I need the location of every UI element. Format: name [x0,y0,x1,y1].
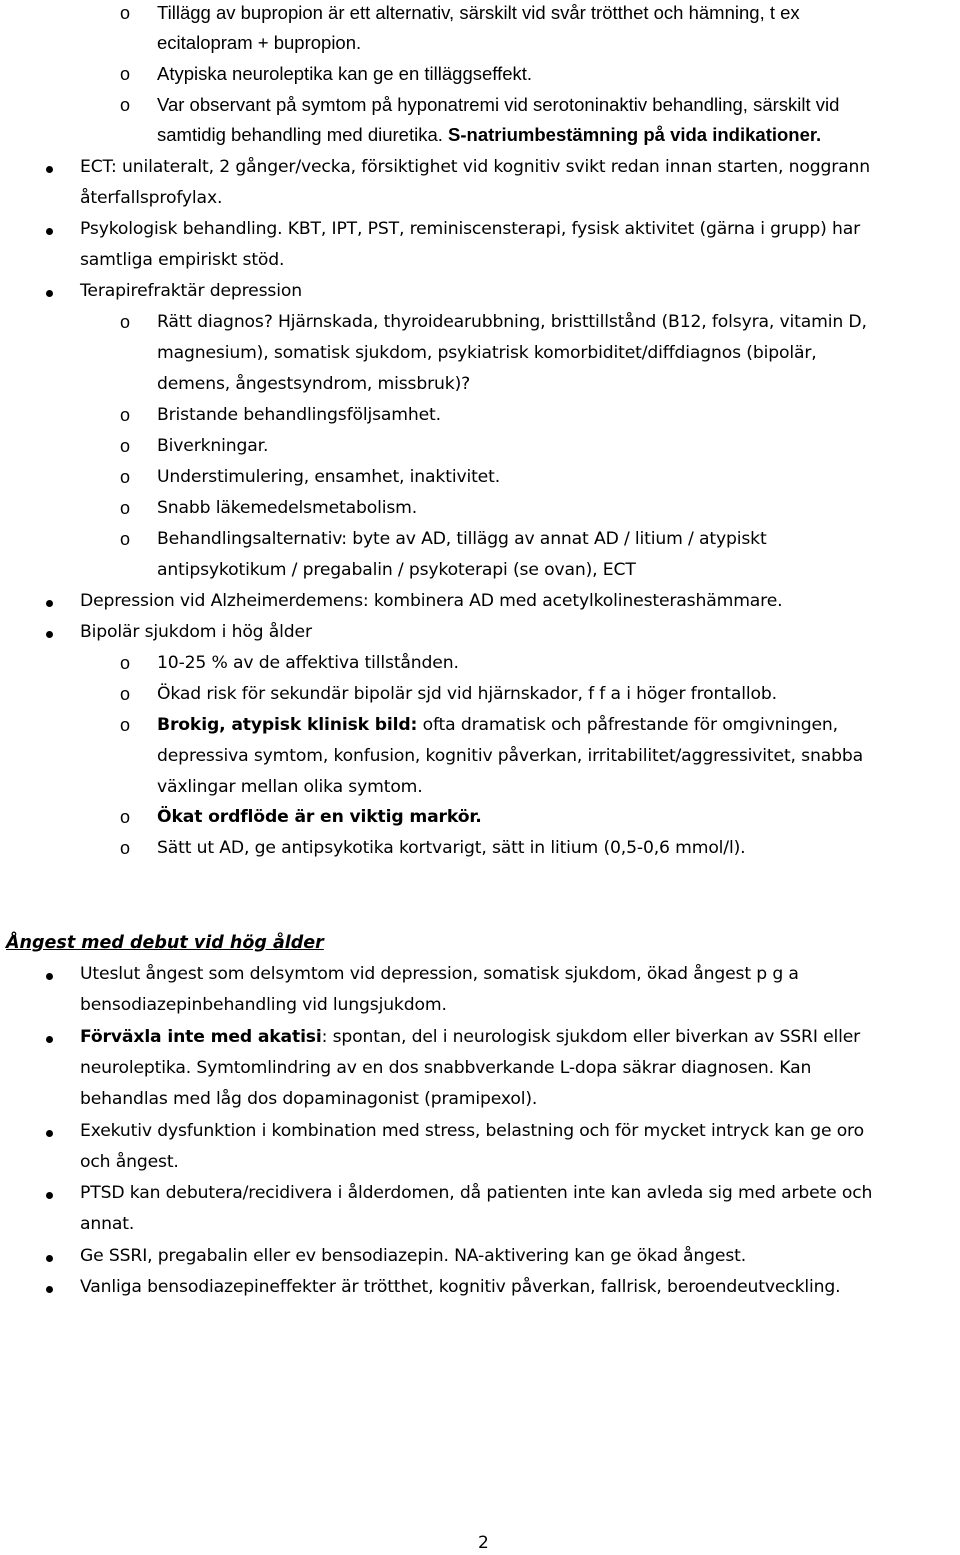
bold-text-run: Brokig, atypisk klinisk bild: [157,715,418,735]
text-line: PTSD kan debutera/recidivera i ålderdomen, då patienten inte kan avleda sig med arbete och [80,1183,873,1203]
text-line: samtliga empiriskt stöd. [80,250,285,270]
bold-text-run: S-natriumbestämning på vida indikationer. [448,124,822,145]
text-line: Sätt ut AD, ge antipsykotika kortvarigt, sätt in litium (0,5-0,6 mmol/l). [157,838,746,858]
text-line: återfallsprofylax. [80,188,223,208]
bold-text-run: Förväxla inte med akatisi [80,1027,322,1047]
text-line: Rätt diagnos? Hjärnskada, thyroidearubbning, bristtillstånd (B12, folsyra, vitamin D, [157,312,867,332]
bullet-marker [46,1286,53,1293]
text-line: 10-25 % av de affektiva tillstånden. [157,653,459,673]
text-line: Var observant på symtom på hyponatremi vid serotoninaktiv behandling, särskilt vid [157,94,840,115]
bullet-marker [46,1255,53,1262]
text-line: magnesium), somatisk sjukdom, psykiatrisk komorbiditet/diffdiagnos (bipolär, [157,343,817,363]
text-line: demens, ångestsyndrom, missbruk)? [157,374,471,394]
sub-bullet-marker: o [120,529,131,549]
text-line [157,710,838,740]
text-line: växlingar mellan olika symtom. [157,777,423,797]
sub-bullet-marker: o [120,684,131,704]
bullet-marker [46,600,53,607]
sub-bullet-marker: o [120,312,131,332]
bullet-marker [46,166,53,173]
text-line [80,1022,860,1052]
text-line: bensodiazepinbehandling vid lungsjukdom. [80,995,447,1015]
text-line: Ökat ordflöde är en viktig markör. [157,807,482,827]
bullet-marker [46,228,53,235]
text-line: Tillägg av bupropion är ett alternativ, särskilt vid svår trötthet och hämning, t ex [157,2,800,23]
sub-bullet-marker: o [120,436,131,456]
text-line: ecitalopram + bupropion. [157,32,362,53]
text-run: samtidig behandling med diuretika. [157,124,443,145]
bullet-marker [46,1130,53,1137]
text-line: Atypiska neuroleptika kan ge en tilläggseffekt. [157,63,533,84]
bullet-marker [46,290,53,297]
sub-bullet-marker: o [120,807,131,827]
page-number: 2 [478,1533,489,1553]
sub-bullet-marker: o [120,653,131,673]
text-line: antipsykotikum / pregabalin / psykoterapi (se ovan), ECT [157,560,636,580]
text-line: Uteslut ångest som delsymtom vid depression, somatisk sjukdom, ökad ångest p g a [80,964,799,984]
text-line: neuroleptika. Symtomlindring av en dos snabbverkande L-dopa säkrar diagnosen. Kan [80,1058,812,1078]
section-heading: Ångest med debut vid hög ålder [6,933,324,953]
text-line: Psykologisk behandling. KBT, IPT, PST, reminiscensterapi, fysisk aktivitet (gärna i grupp) har [80,219,861,239]
sub-bullet-marker: o [120,3,131,23]
text-line: depressiva symtom, konfusion, kognitiv påverkan, irritabilitet/aggressivitet, snabba [157,746,863,766]
text-line: behandlas med låg dos dopaminagonist (pramipexol). [80,1089,538,1109]
text-line: Depression vid Alzheimerdemens: kombinera AD med acetylkolinesterashämmare. [80,591,783,611]
text-line: Ge SSRI, pregabalin eller ev bensodiazepin. NA-aktivering kan ge ökad ångest. [80,1246,747,1266]
sub-bullet-marker: o [120,64,131,84]
bullet-marker [46,1036,53,1043]
sub-bullet-marker: o [120,498,131,518]
sub-bullet-marker: o [120,95,131,115]
text-line: Ökad risk för sekundär bipolär sjd vid hjärnskador, f f a i höger frontallob. [157,684,777,704]
text-run: : spontan, del i neurologisk sjukdom eller biverkan av SSRI eller [321,1027,861,1047]
text-line [157,120,821,150]
text-line: Understimulering, ensamhet, inaktivitet. [157,467,501,487]
sub-bullet-marker: o [120,467,131,487]
text-line: Snabb läkemedelsmetabolism. [157,498,418,518]
text-line: Bipolär sjukdom i hög ålder [80,622,312,642]
text-line: Behandlingsalternativ: byte av AD, tillägg av annat AD / litium / atypiskt [157,529,767,549]
text-line: Bristande behandlingsföljsamhet. [157,405,441,425]
text-line: annat. [80,1214,135,1234]
text-line: Exekutiv dysfunktion i kombination med stress, belastning och för mycket intryck kan ge oro [80,1121,864,1141]
text-line: Vanliga bensodiazepineffekter är trötthet, kognitiv påverkan, fallrisk, beroendeutveckling. [80,1277,841,1297]
sub-bullet-marker: o [120,405,131,425]
bullet-marker [46,631,53,638]
bullet-marker [46,973,53,980]
text-line: och ångest. [80,1152,179,1172]
text-line: Biverkningar. [157,436,269,456]
text-line: Terapirefraktär depression [80,281,302,301]
sub-bullet-marker: o [120,838,131,858]
bullet-marker [46,1192,53,1199]
text-line: ECT: unilateralt, 2 gånger/vecka, försiktighet vid kognitiv svikt redan innan starten, noggrann [80,157,871,177]
sub-bullet-marker: o [120,715,131,735]
text-run: ofta dramatisk och påfrestande för omgivningen, [417,715,838,735]
